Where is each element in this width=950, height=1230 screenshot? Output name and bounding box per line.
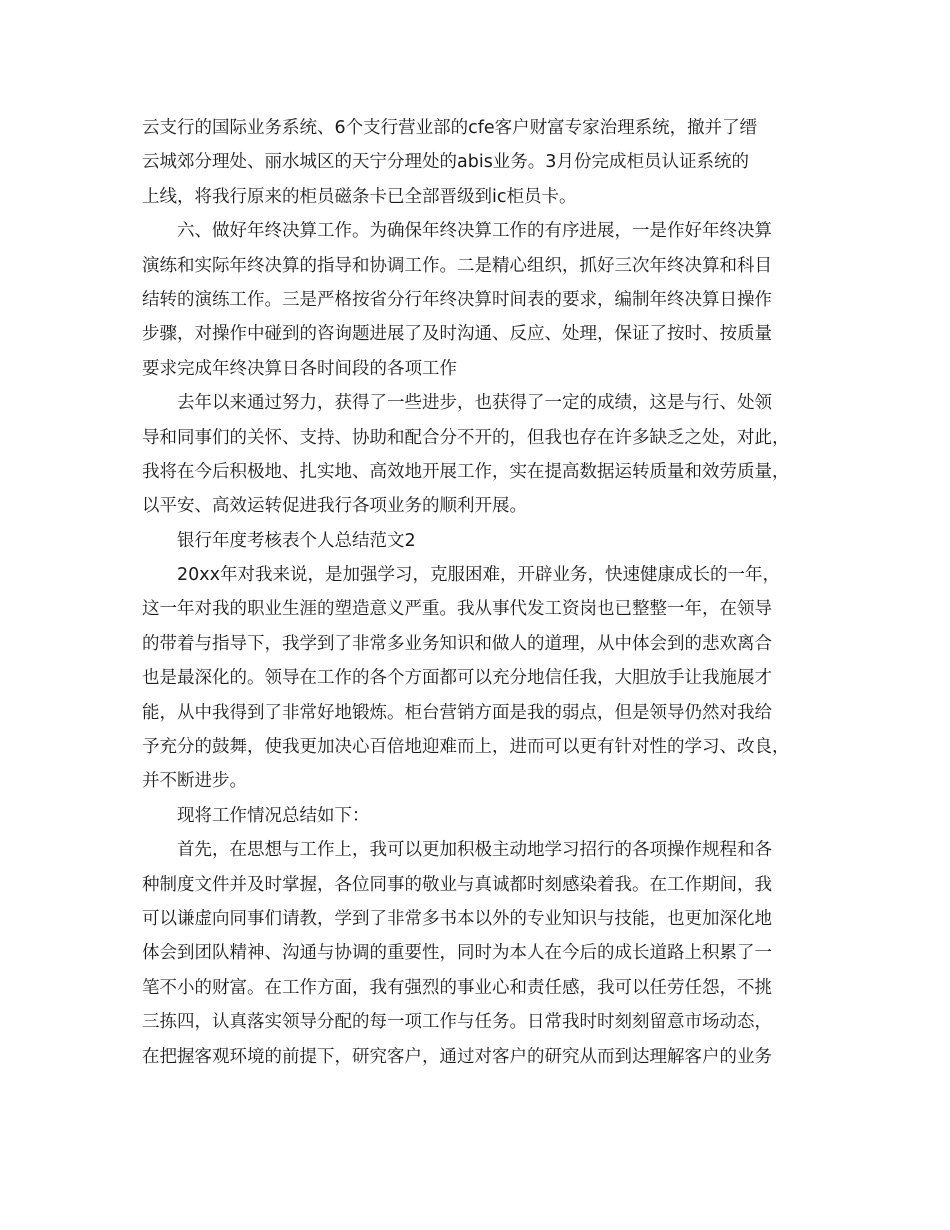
text-line: 的带着与指导下，我学到了非常多业务知识和做人的道理，从中体会到的悲欢离合 bbox=[142, 633, 772, 654]
paragraph-first-line: 首先，在思想与工作上，我可以更加积极主动地学习招行的各项操作规程和各 bbox=[177, 840, 772, 861]
text-line: 笔不小的财富。在工作方面，我有强烈的事业心和责任感，我可以任劳任怨，不挑 bbox=[142, 977, 772, 998]
paragraph-first-line: 20xx年对我来说，是加强学习，克服困难，开辟业务，快速健康成长的一年， bbox=[177, 565, 780, 586]
paragraph-first-line: 六、做好年终决算工作。为确保年终决算工作的有序进展，一是作好年终决算 bbox=[177, 221, 772, 242]
text-line: 云城郊分理处、丽水城区的天宁分理处的abis业务。3月份完成柜员认证系统的 bbox=[142, 152, 749, 173]
text-line: 予充分的鼓舞，使我更加决心百倍地迎难而上，进而可以更有针对性的学习、改良， bbox=[142, 737, 790, 758]
text-line: 要求完成年终决算日各时间段的各项工作 bbox=[142, 358, 457, 379]
document-body bbox=[142, 111, 822, 1074]
paragraph-first-line: 银行年度考核表个人总结范文2 bbox=[177, 530, 416, 551]
text-line: 云支行的国际业务系统、6个支行营业部的cfe客户财富专家治理系统，撤并了缙 bbox=[142, 118, 758, 138]
text-line: 上线，将我行原来的柜员磁条卡已全部晋级到ic柜员卡。 bbox=[142, 186, 577, 207]
text-line: 我将在今后积极地、扎实地、高效地开展工作，实在提高数据运转质量和效劳质量， bbox=[142, 461, 790, 482]
text-line: 在把握客观环境的前提下，研究客户，通过对客户的研究从而到达理解客户的业务 bbox=[142, 1046, 772, 1067]
text-line: 也是最深化的。领导在工作的各个方面都可以充分地信任我，大胆放手让我施展才 bbox=[142, 668, 772, 689]
text-line: 步骤，对操作中碰到的咨询题进展了及时沟通、反应、处理，保证了按时、按质量 bbox=[142, 324, 772, 345]
text-line: 演练和实际年终决算的指导和协调工作。二是精心组织，抓好三次年终决算和科目 bbox=[142, 255, 772, 276]
text-line: 这一年对我的职业生涯的塑造意义严重。我从事代发工资岗也已整整一年，在领导 bbox=[142, 599, 772, 620]
text-line: 结转的演练工作。三是严格按省分行年终决算时间表的要求，编制年终决算日操作 bbox=[142, 289, 772, 310]
text-line: 能，从中我得到了非常好地锻炼。柜台营销方面是我的弱点，但是领导仍然对我给 bbox=[142, 702, 772, 723]
paragraph-first-line: 现将工作情况总结如下： bbox=[177, 805, 370, 826]
text-line: 种制度文件并及时掌握，各位同事的敬业与真诚都时刻感染着我。在工作期间，我 bbox=[142, 874, 772, 895]
text-line: 体会到团队精神、沟通与协调的重要性，同时为本人在今后的成长道路上积累了一 bbox=[142, 943, 772, 964]
text-line: 可以谦虚向同事们请教，学到了非常多书本以外的专业知识与技能，也更加深化地 bbox=[142, 908, 772, 929]
text-line: 并不断进步。 bbox=[142, 771, 247, 792]
text-line: 三拣四，认真落实领导分配的每一项工作与任务。日常我时时刻刻留意市场动态， bbox=[142, 1012, 772, 1033]
text-line: 导和同事们的关怀、支持、协助和配合分不开的，但我也存在许多缺乏之处，对此， bbox=[142, 427, 790, 448]
text-line: 以平安、高效运转促进我行各项业务的顺利开展。 bbox=[142, 496, 527, 517]
paragraph-first-line: 去年以来通过努力，获得了一些进步，也获得了一定的成绩，这是与行、处领 bbox=[177, 393, 772, 414]
